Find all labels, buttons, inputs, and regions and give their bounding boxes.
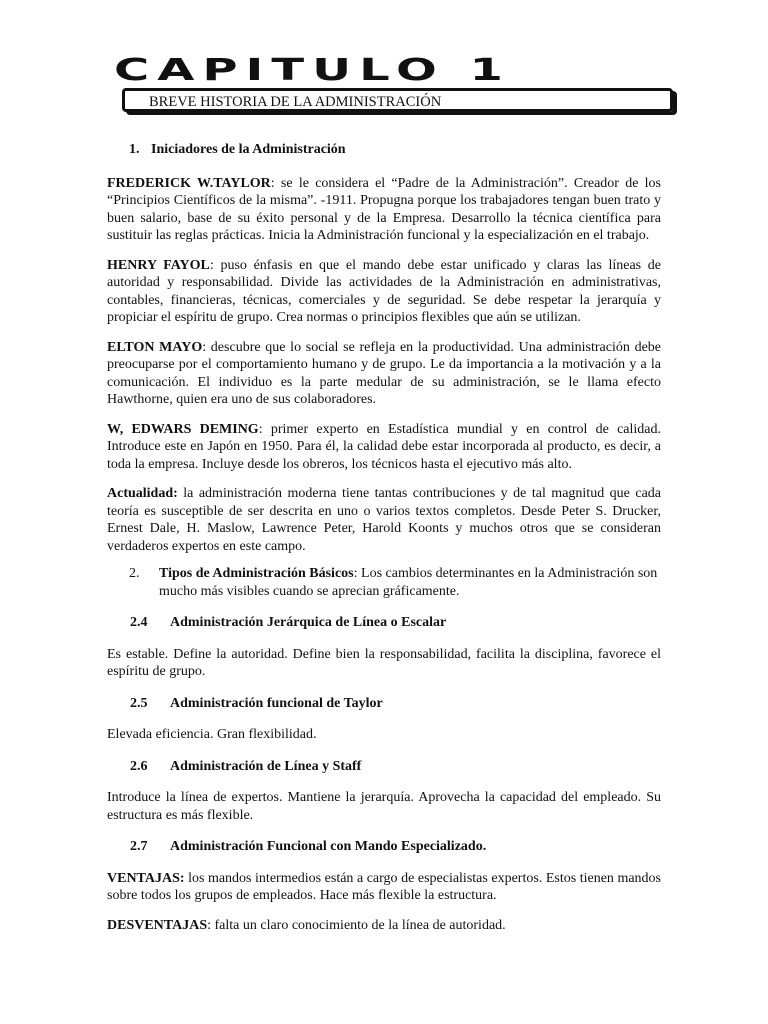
section-title: Iniciadores de la Administración: [151, 142, 346, 157]
section-title: Tipos de Administración Básicos: [159, 566, 354, 581]
paragraph-mayo: [107, 339, 661, 409]
subsection-heading-2-5: [130, 695, 661, 713]
paragraph-text: : falta un claro conocimiento de la línea de autoridad.: [207, 917, 506, 933]
document-body: [107, 141, 661, 946]
paragraph-label: VENTAJAS:: [107, 870, 185, 886]
section-number: 1.: [129, 142, 140, 157]
paragraph-text: : puso énfasis en que el mando debe estar unificado y claras las líneas de autoridad y responsabilidad. Divide las actividades de la Administración en administrativas, contables, financieras, técnicas, comerciales y de seguridad. Se debe respetar la jerarquía y propiciar el espíritu de grupo. Crea normas o principios flexibles que aún se utilizan.: [107, 257, 661, 325]
paragraph-ventajas: [107, 870, 661, 905]
subsection-number: 2.5: [130, 695, 148, 711]
paragraph-deming: [107, 421, 661, 474]
paragraph-text: : se le considera el “Padre de la Administración”. Creador de los “Principios Científicos de la misma”. -1911. Propugna porque los trabajadores tengan buen trato y buen salario, base de su éxito personal y de la Empresa. Desarrollo la técnica científica para sustituir las reglas prácticas. Inicia la Administración funcional y la especialización en el trabajo.: [107, 175, 661, 243]
person-name: HENRY FAYOL: [107, 257, 210, 273]
person-name: ELTON MAYO: [107, 339, 203, 355]
section-2-body: [159, 565, 661, 600]
subsection-title: Administración funcional de Taylor: [170, 695, 383, 711]
chapter-heading: CAPITULO 1: [114, 53, 511, 88]
paragraph-label: Actualidad:: [107, 486, 178, 501]
section-2-item: [129, 565, 661, 600]
subsection-title: Administración Funcional con Mando Especializado.: [170, 839, 487, 854]
person-name: W, EDWARS DEMING: [107, 421, 259, 437]
paragraph-desventajas: [107, 917, 661, 935]
section-1-heading: [129, 141, 661, 159]
subsection-text-2-5: Elevada eficiencia. Gran flexibilidad.: [107, 727, 317, 742]
paragraph-text: : primer experto en Estadística mundial y en control de calidad. Introduce este en Japón en 1950. Para él, la calidad debe estar incorporada al producto, es decir, a toda la empresa. Incluye desde los obreros, los técnicos hasta el ejecutivo más alto.: [107, 421, 661, 472]
section-text: : Los cambios determinantes en la Administración son mucho más visibles cuando se aprecian gráficamente.: [159, 566, 658, 599]
subsection-title: Administración de Línea y Staff: [170, 758, 362, 774]
paragraph-actualidad: [107, 485, 661, 555]
paragraph-text: los mandos intermedios están a cargo de especialistas expertos. Estos tienen mandos sobre todos los grupos de empleados. Hace más flexible la estructura.: [107, 870, 661, 903]
document-title: BREVE HISTORIA DE LA ADMINISTRACIÓN: [149, 94, 442, 110]
subsection-number: 2.4: [130, 615, 148, 630]
paragraph-taylor: [107, 175, 661, 245]
subsection-text-2-6: Introduce la línea de expertos. Mantiene la jerarquía. Aprovecha la capacidad del empleado. Su estructura es más flexible.: [107, 790, 661, 823]
subsection-heading-2-4: [130, 614, 661, 632]
title-box: [122, 88, 673, 112]
paragraph-text: : descubre que lo social se refleja en la productividad. Una administración debe preocuparse por el comportamiento humano y de grupo. Le da importancia a la motivación y a la comunicación. El individuo es la parte medular de su administración, se le llama efecto Hawthorne, quien era uno de sus colaboradores.: [107, 339, 661, 407]
subsection-heading-2-7: [130, 838, 661, 856]
subsection-number: 2.6: [130, 758, 148, 774]
subsection-heading-2-6: [130, 758, 661, 776]
subsection-title: Administración Jerárquica de Línea o Escalar: [170, 615, 447, 630]
subsection-number: 2.7: [130, 839, 148, 854]
person-name: FREDERICK W.TAYLOR: [107, 175, 271, 191]
paragraph-label: DESVENTAJAS: [107, 917, 208, 933]
subsection-text-2-4: Es estable. Define la autoridad. Define bien la responsabilidad, facilita la disciplina, favorece el espíritu de grupo.: [107, 646, 661, 679]
section-number: 2.: [129, 566, 140, 581]
paragraph-text: la administración moderna tiene tantas contribuciones y de tal magnitud que cada teoría es susceptible de ser descrita en uno o varios textos completos. Desde Peter S. Drucker, Ernest Dale, H. Maslow, Lawrence Peter, Harold Koonts y muchos otros que se consideran verdaderos expertos en este campo.: [107, 486, 661, 554]
paragraph-fayol: [107, 257, 661, 327]
